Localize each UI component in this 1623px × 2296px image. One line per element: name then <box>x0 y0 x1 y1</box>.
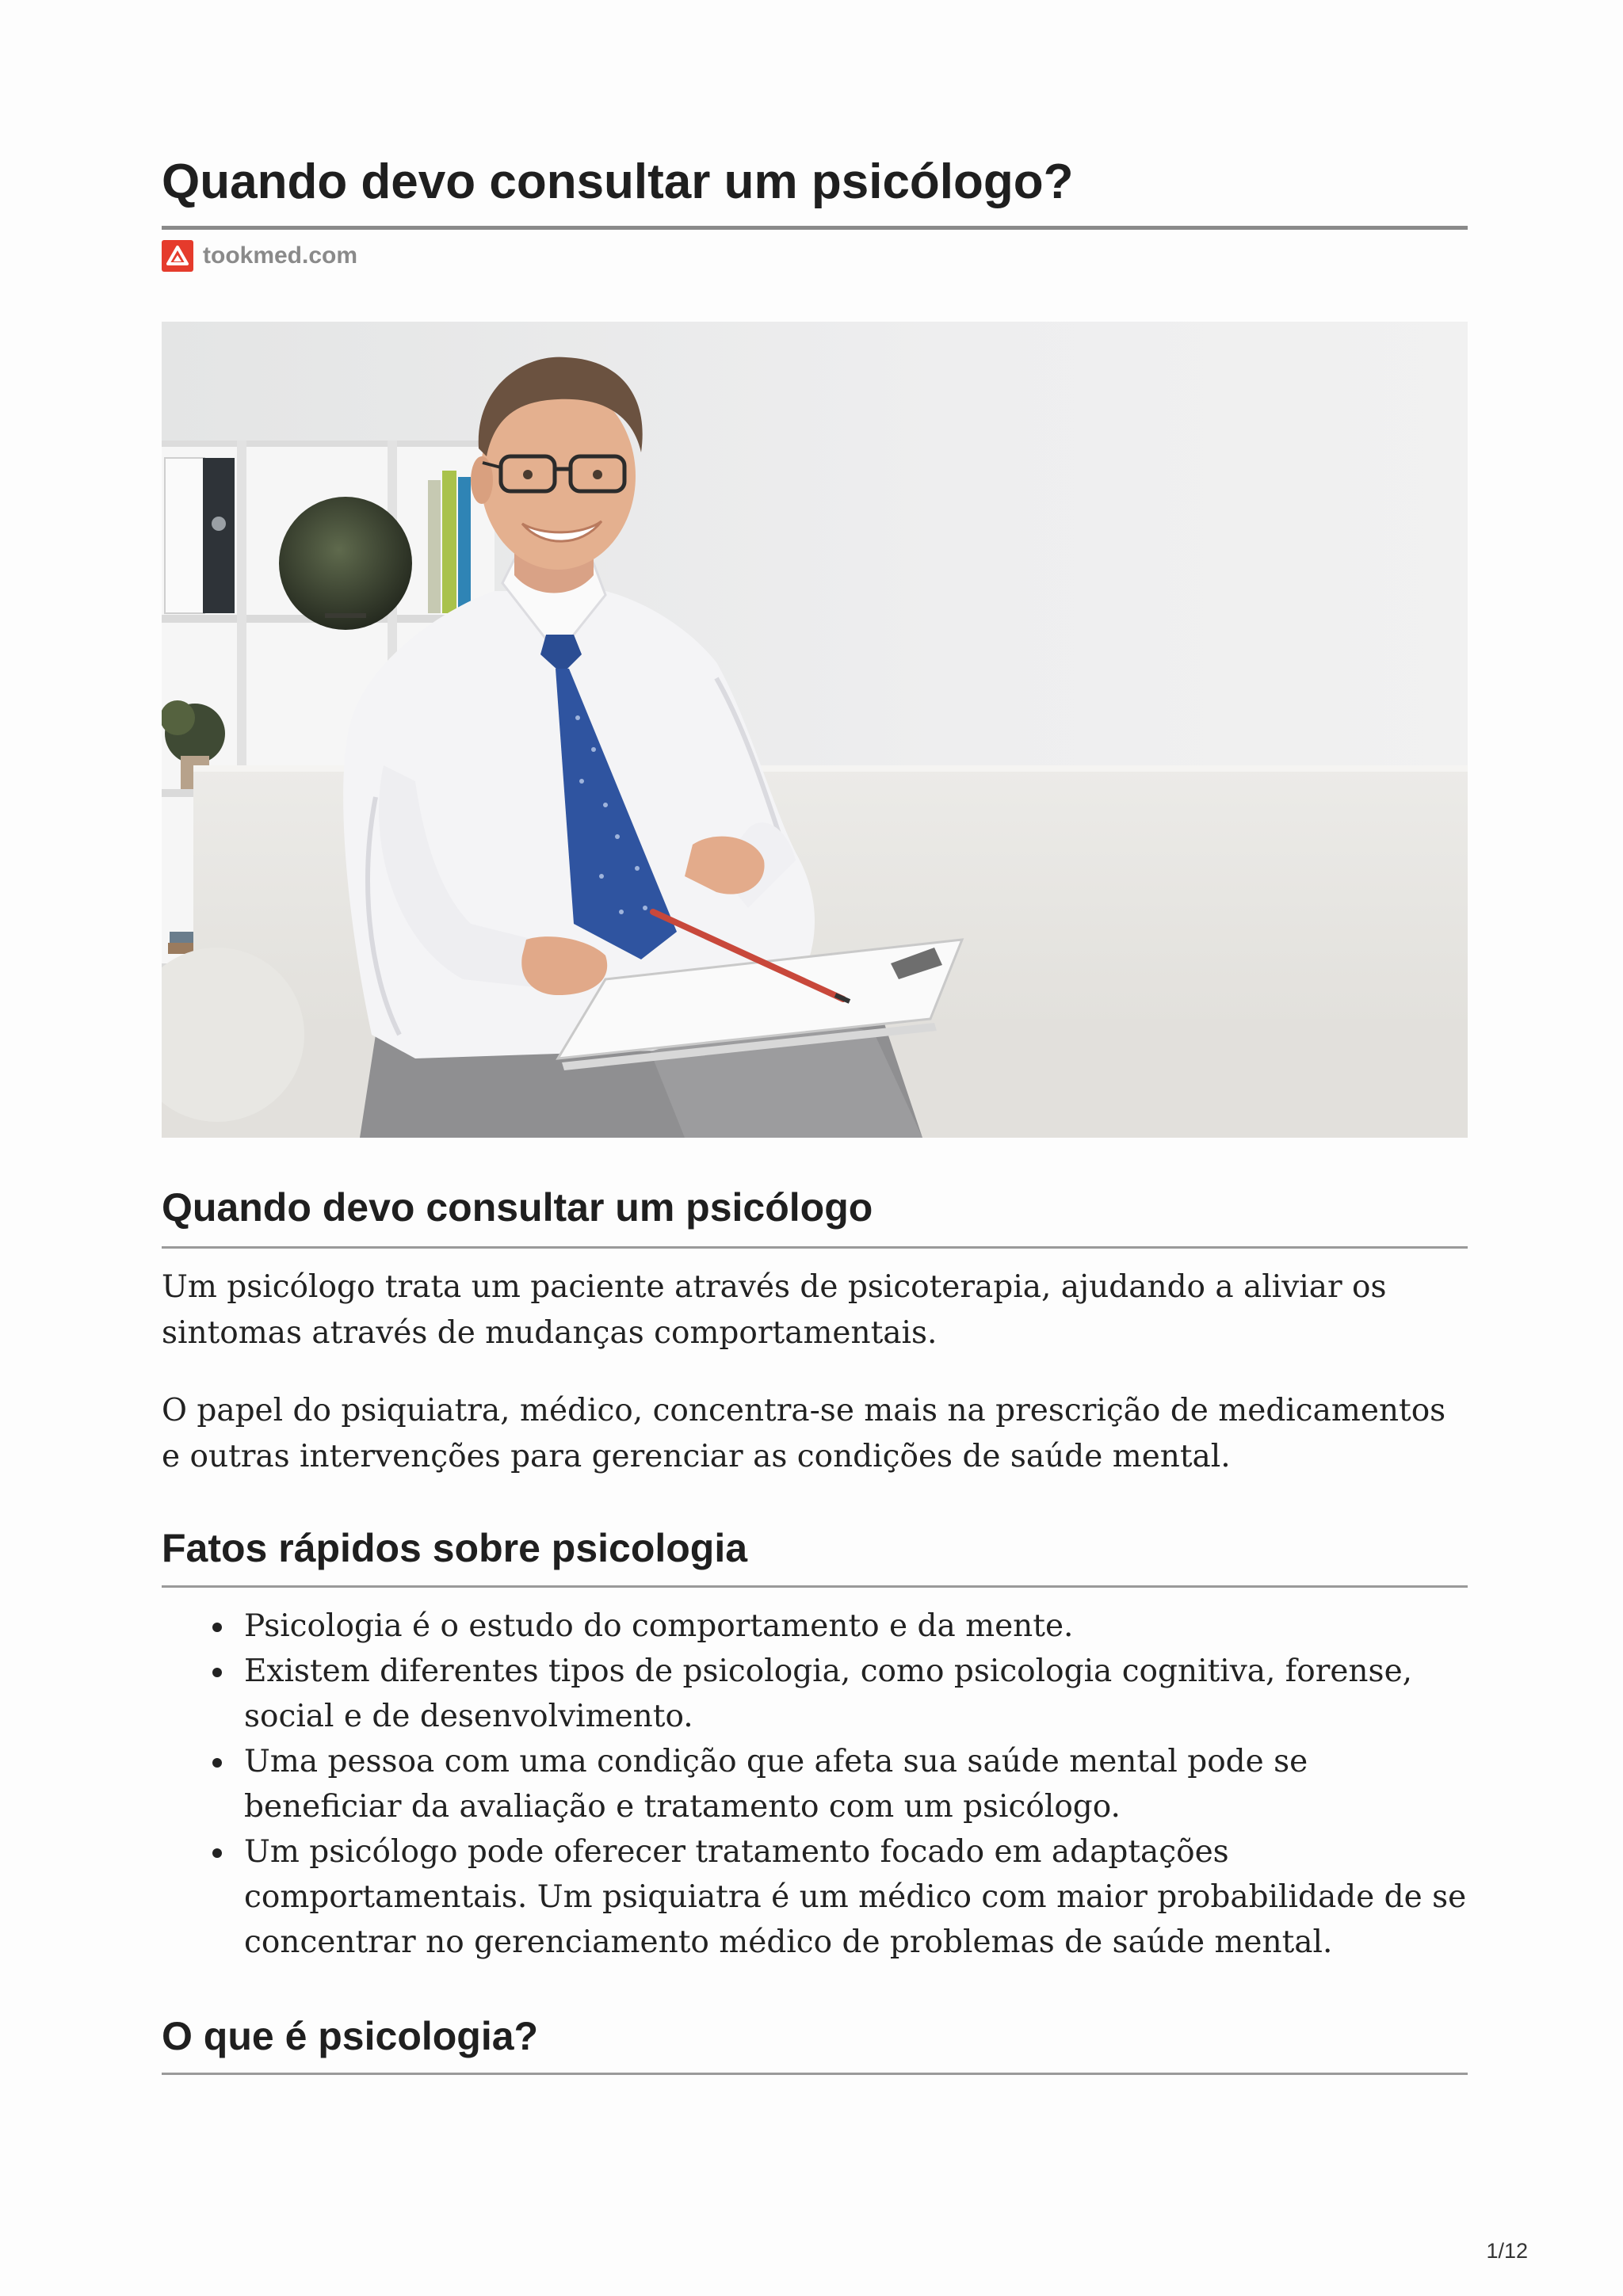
list-item: Um psicólogo pode oferecer tratamento focado em adaptações comportamentais. Um psiquiatra é um médico com maior probabilidade de se concentrar no gerenciamento médico de problemas de saúde mental. <box>162 1829 1468 1965</box>
section-heading-fatos: Fatos rápidos sobre psicologia <box>162 1526 748 1570</box>
page-number: 1/12 <box>1486 2239 1528 2263</box>
list-item: Uma pessoa com uma condição que afeta sua saúde mental pode se beneficiar da avaliação e tratamento com um psicólogo. <box>162 1739 1468 1829</box>
section-divider <box>162 1246 1468 1249</box>
section-divider <box>162 2073 1468 2075</box>
tookmed-logo-icon <box>162 240 193 272</box>
paragraph: Um psicólogo trata um paciente através de psicoterapia, ajudando a aliviar os sintomas através de mudanças comportamentais. <box>162 1269 1387 1351</box>
source-attribution <box>162 239 357 273</box>
list-item: Existem diferentes tipos de psicologia, como psicologia cognitiva, forense, social e de desenvolvimento. <box>162 1649 1468 1739</box>
title-divider <box>162 226 1468 230</box>
source-link[interactable]: tookmed.com <box>203 242 358 269</box>
section-divider <box>162 1585 1468 1588</box>
article-title: Quando devo consultar um psicólogo? <box>162 154 1074 209</box>
psychologist-photo <box>162 322 1468 1138</box>
paragraph: O papel do psiquiatra, médico, concentra-se mais na prescrição de medicamentos e outras intervenções para gerenciar as condições de saúde mental. <box>162 1393 1446 1474</box>
facts-list <box>162 1604 1468 1965</box>
section-heading-o-que-e: O que é psicologia? <box>162 2014 539 2058</box>
list-item: Psicologia é o estudo do comportamento e da mente. <box>162 1604 1468 1649</box>
section-heading-quando: Quando devo consultar um psicólogo <box>162 1185 873 1230</box>
